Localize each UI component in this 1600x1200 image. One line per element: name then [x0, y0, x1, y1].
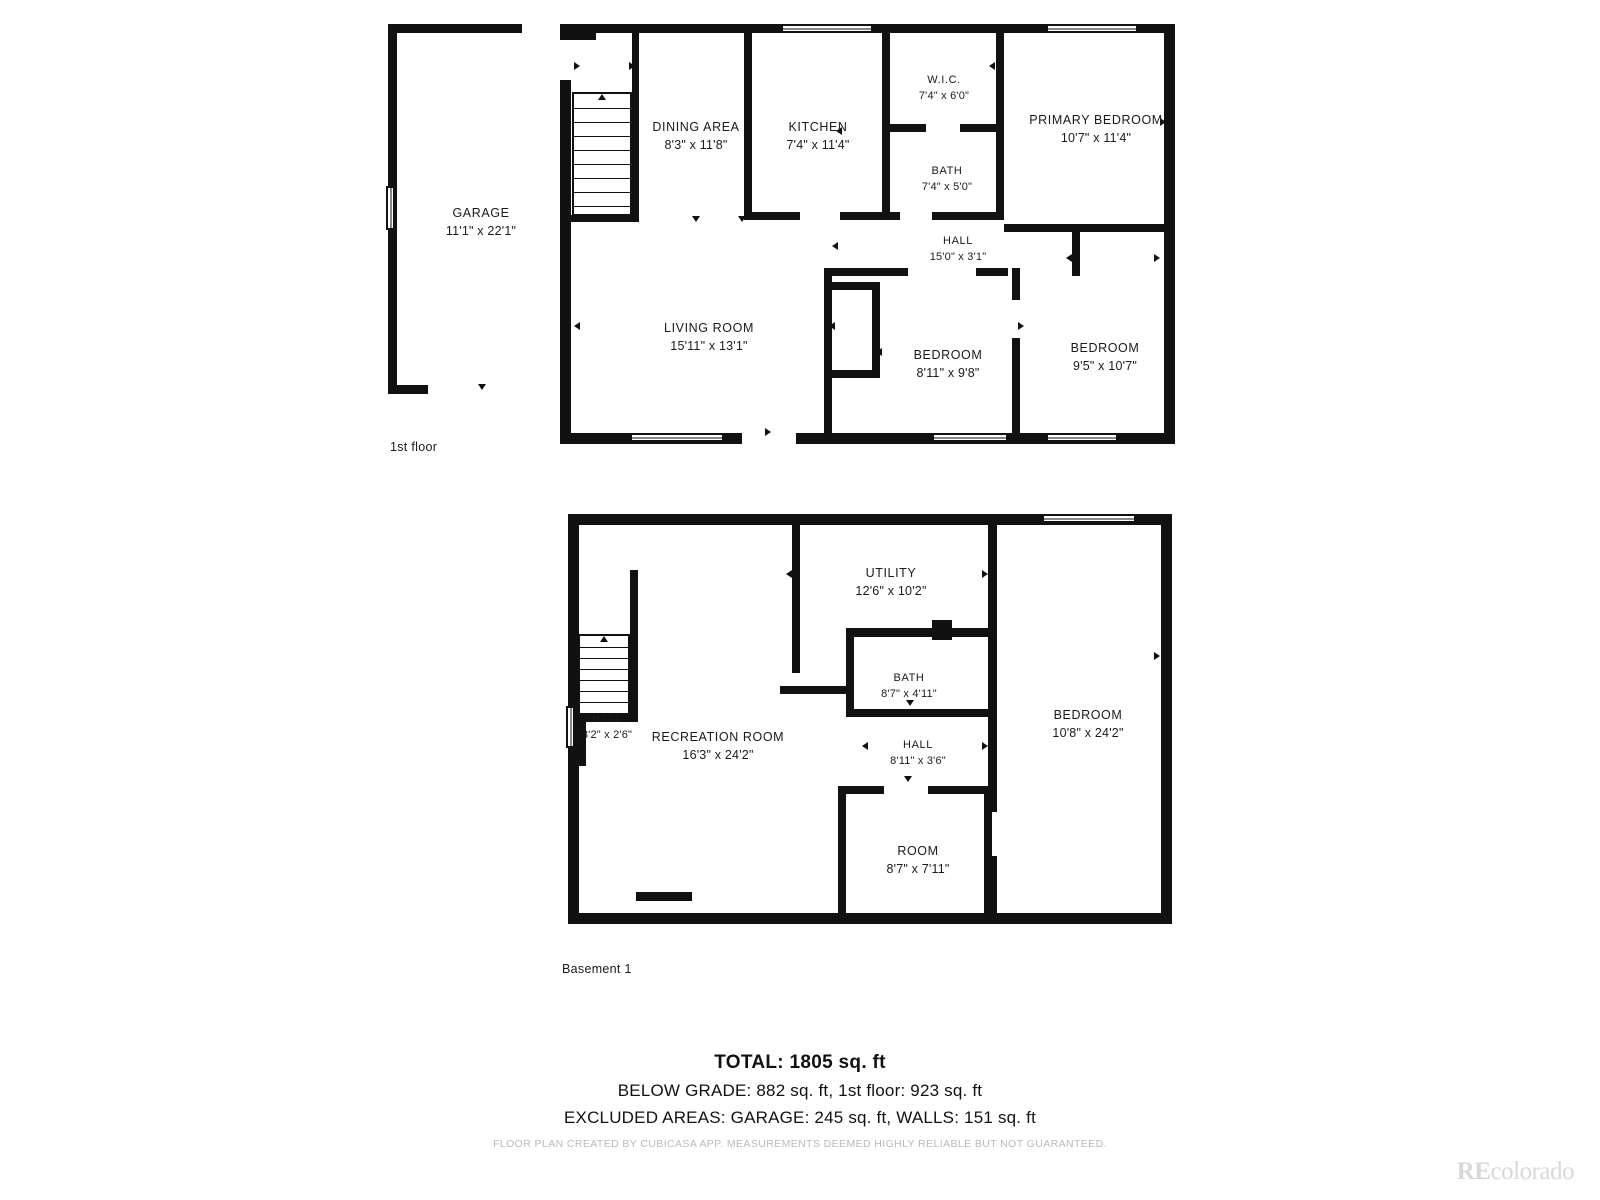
bedroom2-door-arrow: [1018, 322, 1024, 330]
room-label-hall-basement: HALL 8'11" x 3'6": [890, 739, 946, 767]
wic-door-gap: [926, 124, 960, 132]
kitchen-pass-arrow: [692, 216, 700, 222]
room-label-bath-basement: BATH 8'7" x 4'11": [881, 672, 937, 700]
room-label-kitchen: KITCHEN 7'4" x 11'4": [786, 120, 850, 152]
hall-right-divider: [1072, 224, 1080, 276]
hall-open-gap: [908, 268, 976, 276]
room-label-bedroom-first-1: BEDROOM 8'11" x 9'8": [913, 348, 983, 380]
entry-stub-wall: [560, 33, 596, 40]
brand-prefix: RE: [1456, 1158, 1491, 1185]
bedroom2-wall-left: [1012, 268, 1020, 434]
bath-basement-wall-bottom: [846, 709, 996, 717]
garage-wall-bottom: [388, 385, 428, 394]
basement-window-top: [1042, 514, 1136, 523]
utility-arrow-right: [982, 570, 988, 578]
hall-arrow-mid: [1066, 254, 1072, 262]
plan-credit: FLOOR PLAN CREATED BY CUBICASA APP. MEASUREMENTS DEEMED HIGHLY RELIABLE BUT NOT GUARANTEED.: [493, 1138, 1107, 1150]
room-label-hall-basement-small: HALL 3'2" x 2'6": [581, 713, 633, 741]
room-label-primary-bedroom: PRIMARY BEDROOM 10'7" x 11'4": [1029, 113, 1163, 145]
kitchen-door-gap: [800, 212, 840, 220]
dining-pass-arrow: [738, 216, 746, 222]
summary-below-grade: BELOW GRADE: 882 sq. ft, 1st floor: 923 sq. ft: [617, 1081, 983, 1100]
hall-arrow-right: [1154, 254, 1160, 262]
room-label-room-basement: ROOM 8'7" x 7'11": [886, 844, 950, 876]
garage-window: [386, 186, 395, 230]
house-wall-right: [1164, 24, 1175, 444]
window-kitchen-top: [781, 24, 873, 33]
stair-wall-bottom: [570, 215, 639, 222]
lower-room-wall-right: [984, 786, 992, 920]
closet-arrow: [876, 348, 882, 356]
side-door-gap: [560, 40, 571, 80]
hall-wall-top-right: [1004, 224, 1164, 232]
living-left-arrow: [574, 322, 580, 330]
utility-wall-bottom: [846, 628, 996, 637]
staircase-first-floor: [572, 92, 632, 216]
bath-door-gap: [900, 212, 932, 220]
room-label-recreation-room: RECREATION ROOM 16'3" x 24'2": [651, 730, 785, 762]
floor-caption-first: 1st floor: [390, 440, 438, 454]
summary-total: TOTAL: 1805 sq. ft: [714, 1052, 886, 1073]
garage-wall-top: [388, 24, 522, 33]
basement-stair-wall: [630, 570, 638, 722]
room-label-dining-area: DINING AREA 8'3" x 11'8": [652, 120, 740, 152]
hall-arrow-left: [832, 242, 838, 250]
room-label-wic: W.I.C. 7'4" x 6'0": [918, 74, 970, 102]
basement-wall-bottom: [568, 913, 1172, 924]
window-bedroom1-bottom: [932, 433, 1008, 442]
closet-wall-right: [872, 282, 880, 378]
room-label-hall-first: HALL 15'0" x 3'1": [929, 235, 987, 263]
basement-sill-bottom: [636, 892, 692, 901]
lower-room-door-gap: [884, 786, 928, 794]
stair-up-arrow-first: [598, 94, 606, 100]
recolorado-logo: [1457, 1158, 1574, 1186]
room-label-bedroom-first-2: BEDROOM 9'5" x 10'7": [1070, 341, 1140, 373]
side-door-arrow: [574, 62, 580, 70]
wic-door-arrow: [989, 62, 995, 70]
living-door-arrow: [829, 322, 835, 330]
room-label-utility: UTILITY 12'6" x 10'2": [855, 566, 927, 598]
brand-suffix: colorado: [1490, 1158, 1574, 1185]
kitchen-wall-left: [744, 24, 752, 220]
utility-pillar: [932, 620, 952, 640]
window-primary-top: [1046, 24, 1138, 33]
room-label-living-room: LIVING ROOM 15'11" x 13'1": [664, 321, 754, 353]
window-bedroom2-bottom: [1046, 433, 1118, 442]
floor-caption-basement: Basement 1: [562, 962, 632, 976]
staircase-basement: [578, 634, 630, 722]
house-wall-left: [560, 24, 571, 444]
bedroom1-wall-left: [824, 278, 832, 434]
garage-door-arrow: [478, 384, 486, 390]
room-label-garage: GARAGE 11'1" x 22'1": [445, 206, 517, 238]
bath-basement-stub: [780, 686, 854, 694]
room-label-bath-first: BATH 7'4" x 5'0": [921, 165, 973, 193]
utility-wall-left: [792, 525, 800, 673]
bedroom2-door-gap: [1012, 300, 1020, 338]
area-summary: [0, 1052, 1600, 1128]
lower-room-door-arrow: [904, 776, 912, 782]
summary-excluded: EXCLUDED AREAS: GARAGE: 245 sq. ft, WALLS: 151 sq. ft: [564, 1108, 1036, 1127]
closet-wall-bottom: [832, 370, 880, 378]
basement-hall-arrow-right: [982, 742, 988, 750]
front-door-arrow: [765, 428, 771, 436]
lower-room-wall-left: [838, 786, 846, 920]
window-living-bottom: [630, 433, 724, 442]
stair-up-arrow-basement: [600, 636, 608, 642]
basement-bedroom-door-arrow: [1154, 652, 1160, 660]
utility-arrow-left: [786, 570, 792, 578]
room-label-bedroom-basement: BEDROOM 10'8" x 24'2": [1052, 708, 1124, 740]
